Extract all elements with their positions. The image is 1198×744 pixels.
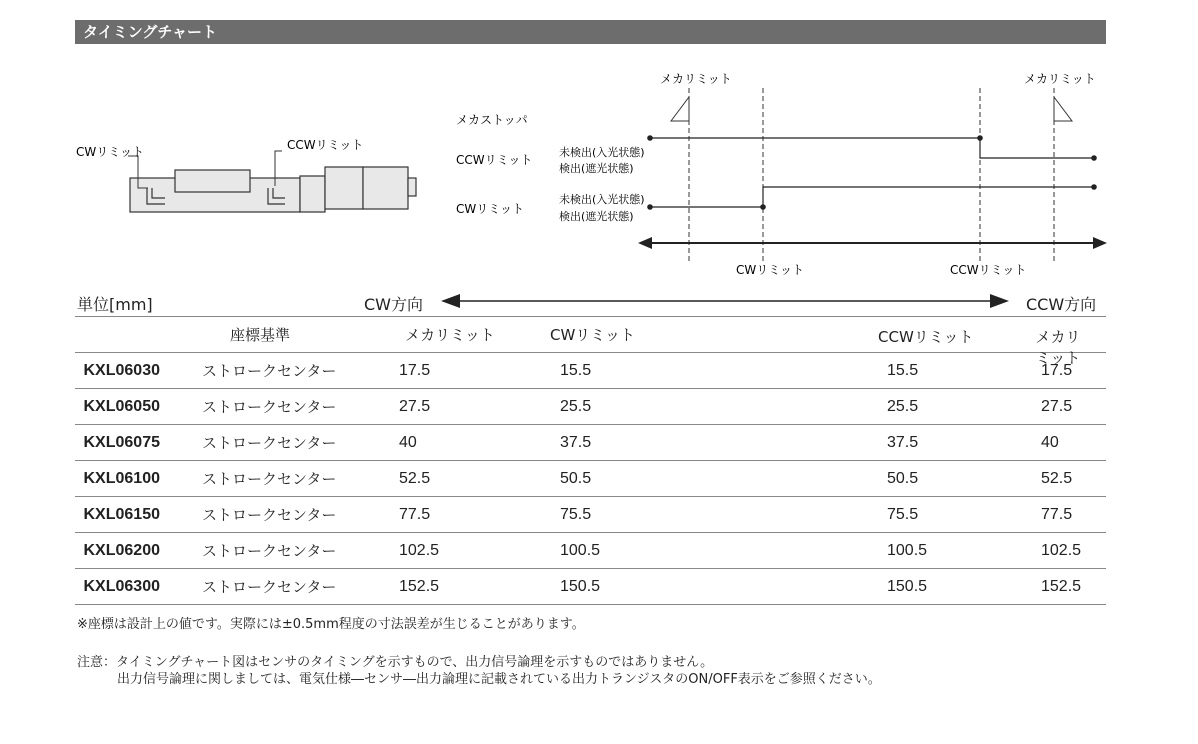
stroke-axis-arrow [638,237,1107,249]
tolerance-note: ※座標は設計上の値です。実際には±0.5mm程度の寸法誤差が生じることがあります。 [77,617,585,632]
ccw-signal-end-dot [1091,155,1097,161]
ccw-mecha-cell [665,497,1085,533]
cw-signal [650,187,1094,207]
mecha-cw-cell: 40 [370,425,530,461]
cw-limit-callout: CWリミット [76,145,145,159]
ccw-direction-label: CCW方向 [1026,295,1097,314]
table-row [75,461,1106,497]
basis-cell: ストロークセンター [200,461,370,497]
ccw-mecha-cell [665,461,1085,497]
mecha-cw-cell: 17.5 [370,353,530,389]
ccw-state-undetected: 未検出(入光状態) [559,146,645,159]
axis-cw-limit-label: CWリミット [736,263,805,277]
mecha-stopper-left-icon [671,97,689,121]
cw-state-detected: 検出(遮光状態) [559,210,634,223]
timing-diagram [0,0,1198,290]
model-cell: KXL06030 [75,353,200,389]
ccw-limit-value: 100.5 [887,542,928,559]
mecha-cw-cell: 152.5 [370,569,530,605]
basis-cell: ストロークセンター [200,533,370,569]
ccw-limit-value: 15.5 [887,362,919,379]
ccw-limit-value: 150.5 [887,578,928,595]
cw-limit-cell: 37.5 [530,425,665,461]
actuator-illustration [128,151,416,212]
header-ccw-limit-text: CCWリミット [878,328,974,346]
ccw-mecha-cell [665,569,1085,605]
actuator-slider [175,170,250,192]
mecha-cw-cell: 102.5 [370,533,530,569]
cw-limit-cell: 15.5 [530,353,665,389]
basis-cell: ストロークセンター [200,389,370,425]
model-cell: KXL06150 [75,497,200,533]
ccw-limit-value: 25.5 [887,398,919,415]
limit-position-table [75,316,1106,605]
table-row [75,533,1106,569]
mecha-ccw-value: 77.5 [1041,506,1073,523]
ccw-row-label: CCWリミット [456,153,533,167]
cw-limit-cell: 50.5 [530,461,665,497]
cw-signal-switch-dot [760,204,766,210]
model-cell: KXL06200 [75,533,200,569]
mecha-ccw-value: 27.5 [1041,398,1073,415]
cw-direction-label: CW方向 [364,295,423,314]
direction-arrow-right-head [990,294,1009,308]
table-row [75,569,1106,605]
mecha-cw-cell: 27.5 [370,389,530,425]
motor-body [363,167,408,209]
axis-ccw-limit-label: CCWリミット [950,263,1027,277]
cw-signal-end-dot [1091,184,1097,190]
basis-cell: ストロークセンター [200,425,370,461]
motor-flange [325,167,363,209]
mecha-ccw-value: 152.5 [1041,578,1082,595]
direction-arrow-left-head [441,294,460,308]
basis-cell: ストロークセンター [200,353,370,389]
ccw-limit-value: 37.5 [887,434,919,451]
section-title: タイミングチャート [75,20,1106,44]
cw-signal-start-dot [647,204,653,210]
model-cell: KXL06050 [75,389,200,425]
caution-note-line1: 注意：タイミングチャート図はセンサのタイミングを示すもので、出力信号論理を示すものではありません。 [77,655,714,670]
dashed-guides [689,88,1054,262]
table-row [75,353,1106,389]
ccw-mecha-cell [665,353,1085,389]
mecha-stopper-right-icon [1054,97,1072,121]
ccw-state-detected: 検出(遮光状態) [559,162,634,175]
ccw-signal-switch-dot [977,135,983,141]
cw-state-undetected: 未検出(入光状態) [559,193,645,206]
mecha-ccw-value: 17.5 [1041,362,1073,379]
table-row [75,497,1106,533]
ccw-mecha-cell [665,425,1085,461]
header-mecha-ccw-text: メカリミット [1035,328,1081,367]
ccw-signal-start-dot [647,135,653,141]
basis-cell: ストロークセンター [200,569,370,605]
model-cell: KXL06300 [75,569,200,605]
header-model [75,317,200,353]
cw-row-label: CWリミット [456,202,525,216]
ccw-mecha-cell [665,533,1085,569]
caution-note-line2: 出力信号論理に関しましては、電気仕様―センサ―出力論理に記載されている出力トランジスタのON/OFF表示をご参照ください。 [117,672,881,687]
cw-limit-cell: 75.5 [530,497,665,533]
cw-limit-cell: 150.5 [530,569,665,605]
ccw-limit-value: 75.5 [887,506,919,523]
header-basis: 座標基準 [200,317,370,353]
ccw-signal [650,138,1094,158]
table-row [75,389,1106,425]
header-mecha-cw: メカリミット [370,317,530,353]
table-header-row [75,317,1106,353]
mecha-limit-right-label: メカリミット [1024,72,1096,86]
header-cw-limit: CWリミット [530,317,665,353]
header-ccw-limit [665,317,1085,367]
mecha-ccw-value: 40 [1041,434,1059,451]
ccw-limit-callout: CCWリミット [287,138,364,152]
mecha-limit-left-label: メカリミット [660,72,732,86]
mecha-ccw-value: 52.5 [1041,470,1073,487]
unit-label: 単位[mm] [77,295,153,314]
mecha-stopper-label: メカストッパ [456,113,528,127]
ccw-mecha-cell [665,389,1085,425]
mecha-ccw-value: 102.5 [1041,542,1082,559]
cw-limit-cell: 100.5 [530,533,665,569]
motor-connector [408,178,416,196]
mecha-cw-cell: 52.5 [370,461,530,497]
model-cell: KXL06075 [75,425,200,461]
ccw-limit-value: 50.5 [887,470,919,487]
table-row [75,425,1106,461]
direction-arrow-svg [0,291,1198,311]
basis-cell: ストロークセンター [200,497,370,533]
actuator-end-block [300,176,325,212]
model-cell: KXL06100 [75,461,200,497]
mecha-cw-cell: 77.5 [370,497,530,533]
cw-limit-cell: 25.5 [530,389,665,425]
